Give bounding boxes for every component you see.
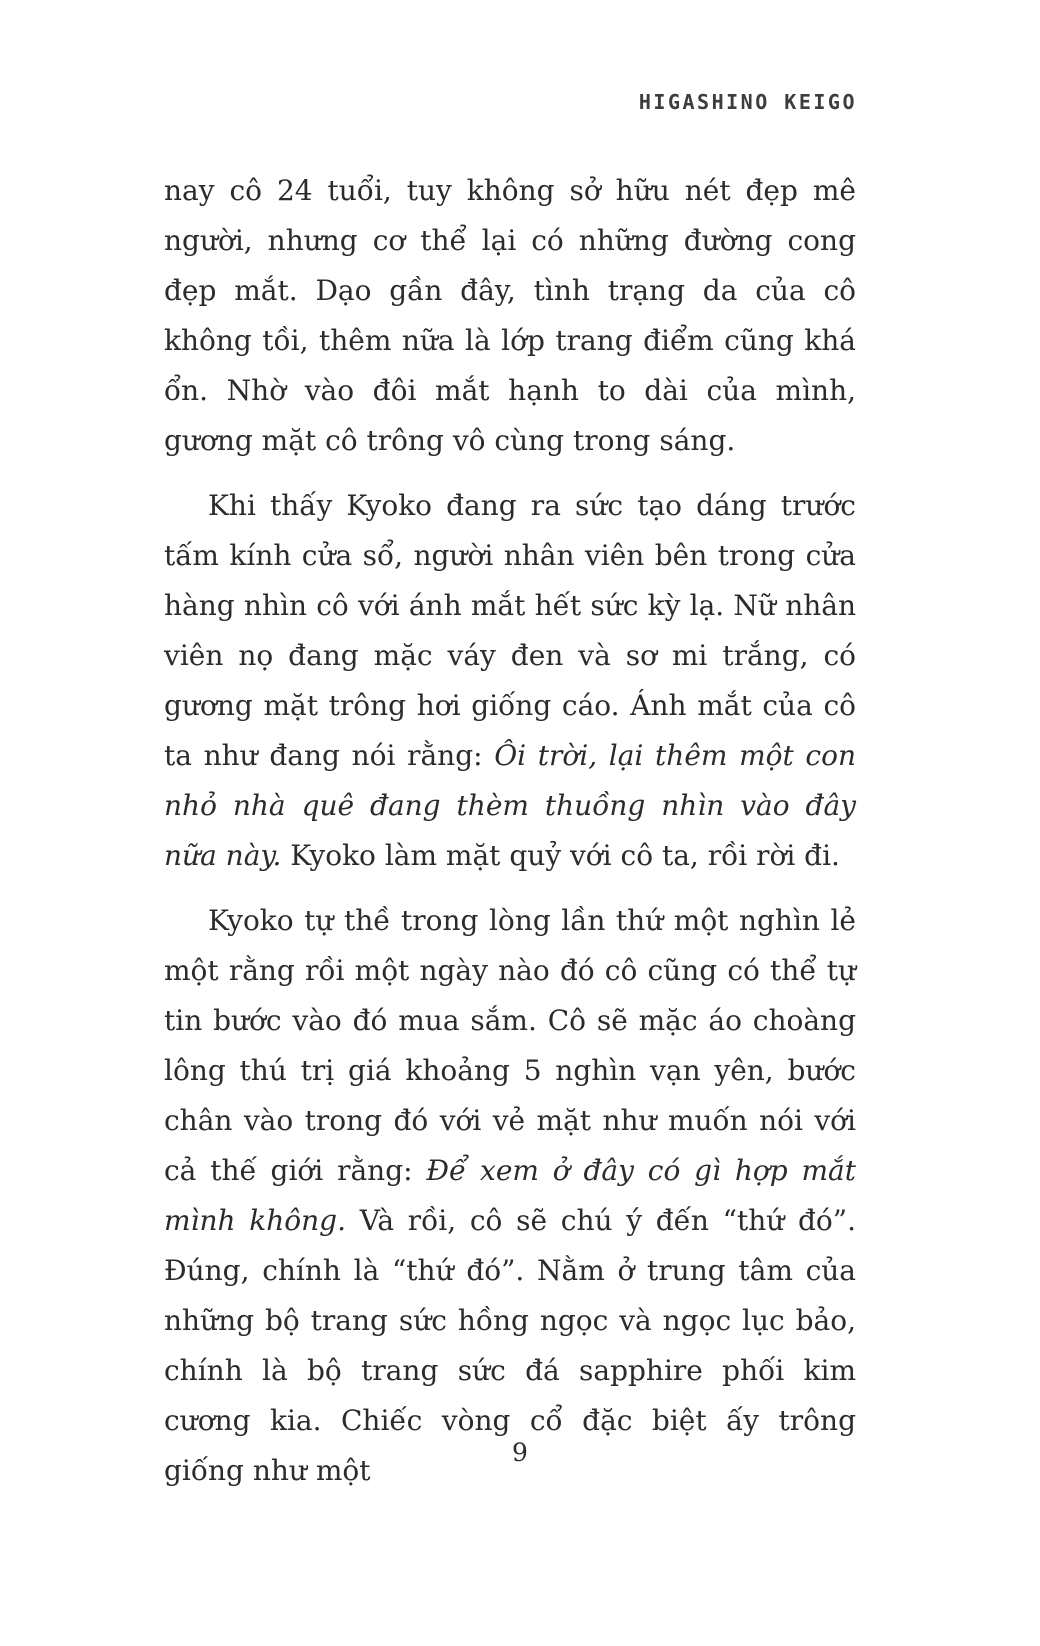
paragraph-run-italic: Để xem ở đây có gì hợp mắt mình không. (164, 1154, 856, 1237)
paragraph (164, 481, 856, 881)
paragraph (164, 166, 856, 466)
paragraph-run: Kyoko làm mặt quỷ với cô ta, rồi rời đi. (281, 839, 840, 872)
running-header-author: HIGASHINO KEIGO (638, 90, 857, 114)
paragraph-run: Kyoko tự thề trong lòng lần thứ một nghìn lẻ một rằng rồi một ngày nào đó cô cũng có thể tự tin bước vào đó mua sắm. Cô sẽ mặc áo choàng lông thú trị giá khoảng 5 nghìn vạn yên, bước chân vào trong đó với vẻ mặt như muốn nói với cả thế giới rằng: (164, 904, 856, 1187)
paragraph (164, 896, 856, 1496)
paragraph-run: Khi thấy Kyoko đang ra sức tạo dáng trước tấm kính cửa sổ, người nhân viên bên trong cửa hàng nhìn cô với ánh mắt hết sức kỳ lạ. Nữ nhân viên nọ đang mặc váy đen và sơ mi trắng, có gương mặt trông hơi giống cáo. Ánh mắt của cô ta như đang nói rằng: (164, 489, 856, 772)
paragraph-run-italic: Ôi trời, lại thêm một con nhỏ nhà quê đang thèm thuồng nhìn vào đây nữa này. (164, 739, 856, 872)
body-text (164, 166, 856, 1511)
paragraph-run: nay cô 24 tuổi, tuy không sở hữu nét đẹp mê người, nhưng cơ thể lại có những đường cong đẹp mắt. Dạo gần đây, tình trạng da của cô không tồi, thêm nữa là lớp trang điểm cũng khá ổn. Nhờ vào đôi mắt hạnh to dài của mình, gương mặt cô trông vô cùng trong sáng. (164, 174, 856, 457)
paragraph-run: Và rồi, cô sẽ chú ý đến “thứ đó”. Đúng, chính là “thứ đó”. Nằm ở trung tâm của những bộ trang sức hồng ngọc và ngọc lục bảo, chính là bộ trang sức đá sapphire phối kim cương kia. Chiếc vòng cổ đặc biệt ấy trông giống như một (164, 1204, 856, 1487)
page-number: 9 (512, 1438, 528, 1467)
